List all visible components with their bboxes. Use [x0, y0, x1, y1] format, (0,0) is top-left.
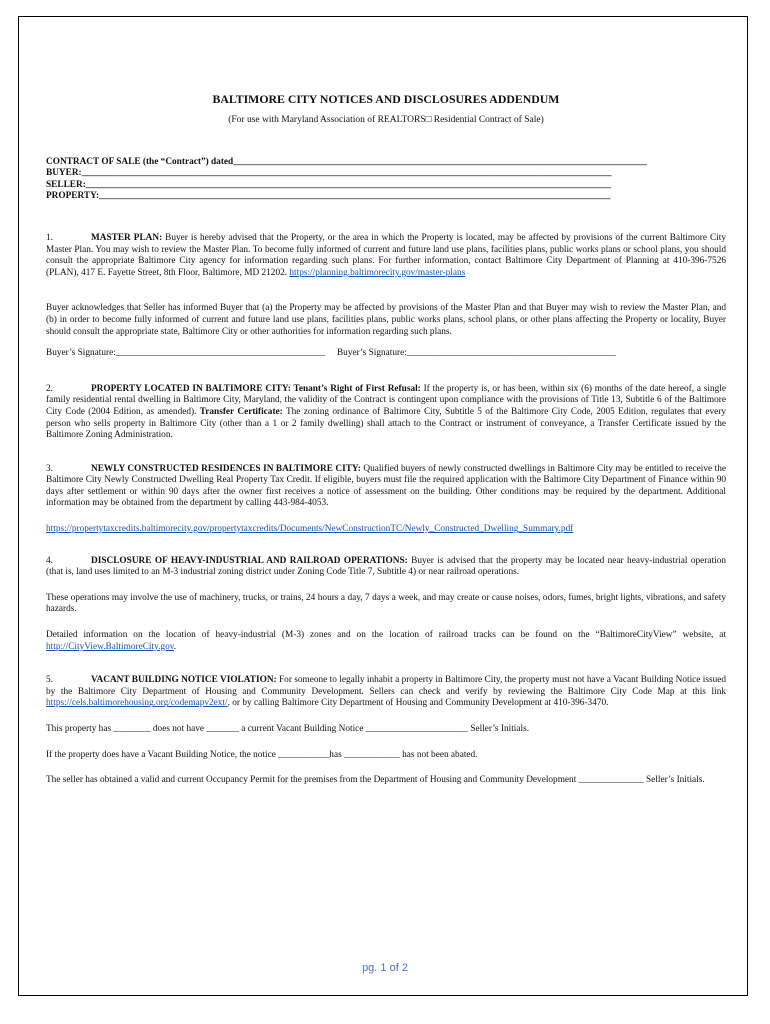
buyer-field[interactable]: BUYER:__________________________________________________________________________________________________________________	[46, 168, 612, 179]
section-heading: PROPERTY LOCATED IN BALTIMORE CITY: Tenant’s Right of First Refusal:	[91, 383, 421, 394]
document-body	[46, 92, 726, 787]
section-number: 5.	[46, 675, 53, 686]
document-subtitle: (For use with Maryland Association of REALTORS□ Residential Contract of Sale)	[228, 115, 544, 125]
buyer-signature-2[interactable]: Buyer’s Signature:_____________________________________________	[336, 348, 616, 359]
section-heading: DISCLOSURE OF HEAVY-INDUSTRIAL AND RAILROAD OPERATIONS:	[91, 555, 408, 566]
section-heading: VACANT BUILDING NOTICE VIOLATION:	[91, 675, 277, 686]
cityview-text: Detailed information on the location of heavy-industrial (M-3) zones and on the location of railroad tracks can be found on the “BaltimoreCityView” website, at	[46, 630, 726, 641]
section-text-2: , or by calling Baltimore City Department of Housing and Community Development at 410-396-3470.	[227, 698, 609, 709]
section-vacant-building	[46, 675, 726, 710]
master-plan-link[interactable]: https://planning.baltimorecity.gov/master-plans	[289, 267, 466, 278]
section-text: For someone to legally inhabit a property in Baltimore City, the property must not have a Vacant Building Notice issued by the Baltimore City Department of Housing and Community Development. Sellers can check and verify by reviewing the Baltimore City Code Map at this link	[46, 675, 726, 697]
signature-line	[46, 348, 726, 360]
section-text: If the property is, or has been, within six (6) months of the date hereof, a single family residential rental dwelling in Baltimore City, Maryland, the validity of the Contract is contingent upon compliance with the provisions of Title 13, Subtitle 6 of the Baltimore City Code (2004 Edition, as amended).	[46, 383, 726, 417]
abatement-line[interactable]: If the property does have a Vacant Building Notice, the notice ___________has ____________ has not been abated.	[46, 749, 478, 760]
section-text-2: The zoning ordinance of Baltimore City, Subtitle 5 of the Baltimore City Code, 2005 Edition, regulates that every person who sells property in Baltimore City (other than a 1 or 2 family dwelling) shall attach to the Contract or instrument of conveyance, a Transfer Certificate issued by the Baltimore Zoning Administration.	[46, 406, 726, 441]
buyer-signature-1[interactable]: Buyer’s Signature:_____________________________________________	[46, 348, 325, 359]
section-new-construction	[46, 464, 726, 510]
cityview-paragraph	[46, 630, 726, 653]
tax-credit-link[interactable]: https://propertytaxcredits.baltimorecity.gov/propertytaxcredits/Documents/NewConstructionTC/Newly_Constructed_Dwelling_Summary.pdf	[46, 524, 574, 535]
code-map-link[interactable]: https://cels.baltimorehousing.org/codemapv2ext/	[46, 698, 228, 709]
section-text: Buyer is hereby advised that the Property, or the area in which the Property is located, may be affected by provisions of the current Baltimore City Master Plan. You may wish to review the Master Plan. To become fully informed of current and future land use plans, facilities plans, public works plans or school plans, you should consult the appropriate Baltimore City agency for information regarding such plans. For further information, contact Baltimore City Department of Planning at 410-396-7526 (PLAN), 417 E. Fayette Street, 8th Floor, Baltimore, MD 21202.	[46, 232, 726, 278]
section-number: 4.	[46, 555, 53, 566]
section-first-refusal	[46, 384, 726, 442]
section-number: 3.	[46, 463, 53, 474]
section-master-plan	[46, 233, 726, 279]
occupancy-permit-line[interactable]: The seller has obtained a valid and current Occupancy Permit for the premises from the Department of Housing and Community Development ______________ Seller’s Initials.	[46, 775, 705, 786]
operations-paragraph: These operations may involve the use of machinery, trucks, or trains, 24 hours a day, 7 days a week, and may create or cause noises, odors, fumes, bright lights, vibrations, and safety hazards.	[46, 592, 726, 615]
cityview-link[interactable]: http://CityView.BaltimoreCity.gov	[46, 641, 174, 652]
page-number: pg. 1 of 2	[362, 962, 408, 974]
contract-fields	[46, 157, 726, 203]
buyer-acknowledgement: Buyer acknowledges that Seller has informed Buyer that (a) the Property may be affected by provisions of the Master Plan and that Buyer may wish to review the Master Plan, and (b) in order to become fully informed of current and future land use plans, facilities plans, public works plans, school plans, or other plans affecting the Property or locality, Buyer should consult the appropriate state, Baltimore City or other authorities for information regarding such plans.	[46, 303, 726, 337]
section-heavy-industrial	[46, 556, 726, 579]
vacant-notice-line[interactable]: This property has ________ does not have _______ a current Vacant Building Notice ______________________ Seller’s Initials.	[46, 724, 530, 734]
section-heading: NEWLY CONSTRUCTED RESIDENCES IN BALTIMORE CITY:	[91, 463, 361, 474]
seller-field[interactable]: SELLER:_________________________________________________________________________________________________________________	[46, 179, 612, 190]
section-text: Buyer is advised that the property may be located near heavy-industrial operation (that is, land uses limited to an M-3 industrial zoning district under Zoning Code Title 7, Subtitle 4) or near railroad operations.	[46, 555, 726, 578]
document-title: BALTIMORE CITY NOTICES AND DISCLOSURES ADDENDUM	[212, 92, 560, 106]
transfer-certificate-heading: Transfer Certificate:	[199, 406, 283, 417]
cityview-end: .	[173, 641, 177, 652]
property-field[interactable]: PROPERTY:______________________________________________________________________________________________________________	[46, 191, 611, 202]
section-number: 1.	[46, 232, 53, 243]
section-heading: MASTER PLAN:	[91, 232, 163, 243]
section-text: Qualified buyers of newly constructed dwellings in Baltimore City may be entitled to receive the Baltimore City Newly Constructed Dwelling Real Property Tax Credit. If eligible, buyers must file the required application with the Baltimore City Department of Finance within 90 days after settlement or within 90 days after the owner first receives a notice of assessment on the building. Other conditions may be required by the department. Additional information may be obtained from the department by calling 443-984-4053.	[46, 463, 726, 509]
contract-date-field[interactable]: CONTRACT OF SALE (the “Contract”) dated_________________________________________________________________________________________	[46, 156, 647, 167]
tax-credit-link-paragraph	[46, 524, 726, 536]
section-number: 2.	[46, 383, 53, 394]
